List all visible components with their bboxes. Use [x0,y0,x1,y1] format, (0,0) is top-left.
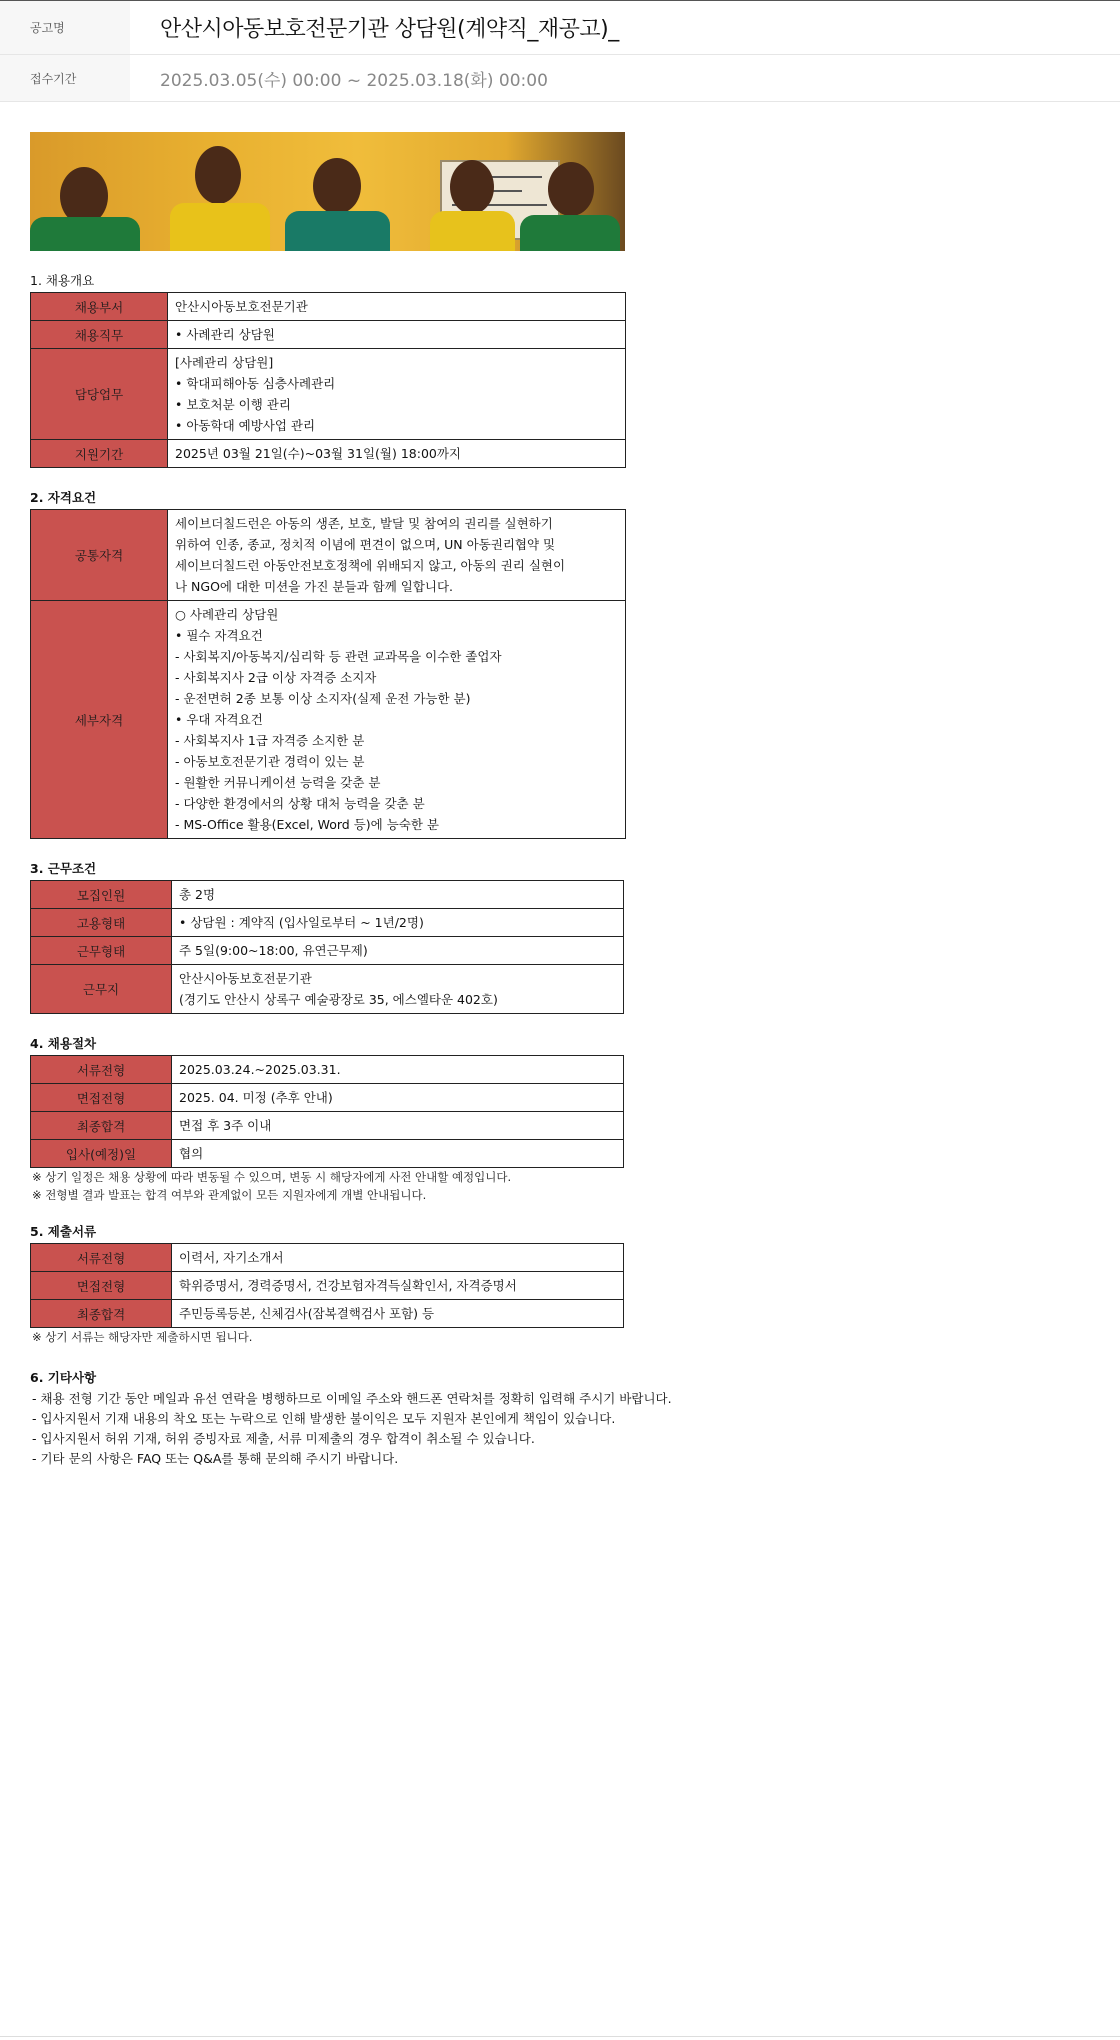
table-row [31,510,626,601]
row-value: ○ 사례관리 상담원 [175,607,279,622]
row-value: 총 2명 [179,887,216,902]
banner-image [30,132,625,251]
row-value: [사례관리 상담원] [175,355,274,370]
row-label: 지원기간 [31,440,168,468]
row-value: 이력서, 자기소개서 [179,1250,284,1265]
bottom-divider [0,2036,1120,2037]
row-value: 주 5일(9:00~18:00, 유연근무제) [179,943,368,958]
row-value: 위하여 인종, 종교, 정치적 이념에 편견이 없으며, UN 아동권리협약 및 [175,537,556,552]
section-4-title: 4. 채용절차 [30,1036,97,1051]
table-row [31,321,626,349]
section-6-title: 6. 기타사항 [30,1370,97,1385]
row-value: - 사회복지사 2급 이상 자격증 소지자 [175,670,377,685]
etc-line: - 기타 문의 사항은 FAQ 또는 Q&A를 통해 문의해 주시기 바랍니다. [32,1451,399,1466]
schedule-note: ※ 상기 일정은 채용 상황에 따라 변동될 수 있으며, 변동 시 해당자에게 사전 안내할 예정입니다. [32,1170,512,1184]
table-row [31,293,626,321]
row-label: 채용직무 [31,321,168,349]
row-value: 세이브더칠드런은 아동의 생존, 보호, 발달 및 참여의 권리를 실현하기 [175,516,553,531]
row-label: 면접전형 [31,1272,172,1300]
row-label: 서류전형 [31,1244,172,1272]
table-row [31,1300,624,1328]
row-value: - 사회복지/아동복지/심리학 등 관련 교과목을 이수한 졸업자 [175,649,502,664]
row-label: 담당업무 [31,349,168,440]
row-value: • 학대피해아동 심층사례관리 [175,376,336,391]
table-row [31,1244,624,1272]
row-label: 서류전형 [31,1056,172,1084]
table-row [31,349,626,440]
row-value: 학위증명서, 경력증명서, 건강보험자격득실확인서, 자격증명서 [179,1278,517,1293]
row-label: 입사(예정)일 [31,1140,172,1168]
row-value: • 사례관리 상담원 [175,327,275,342]
row-value: (경기도 안산시 상록구 예술광장로 35, 에스엘타운 402호) [179,992,498,1007]
row-label: 채용부서 [31,293,168,321]
section-4-table [30,1055,624,1168]
table-row [31,1084,624,1112]
row-label: 최종합격 [31,1112,172,1140]
row-value: 면접 후 3주 이내 [179,1118,272,1133]
row-value: - 아동보호전문기관 경력이 있는 분 [175,754,365,769]
row-value: 2025.03.24.~2025.03.31. [179,1062,341,1077]
section-2-title: 2. 자격요건 [30,490,97,505]
etc-line: - 입사지원서 기재 내용의 착오 또는 누락으로 인해 발생한 불이익은 모두 지원자 본인에게 책임이 있습니다. [32,1411,616,1426]
table-row [31,1272,624,1300]
row-label: 고용형태 [31,909,172,937]
result-note: ※ 전형별 결과 발표는 합격 여부와 관계없이 모든 지원자에게 개별 안내됩니다. [32,1188,427,1202]
row-value: 안산시아동보호전문기관 [179,971,312,986]
row-value: 협의 [179,1146,204,1161]
row-value: 2025년 03월 21일(수)~03월 31일(월) 18:00까지 [175,446,462,461]
row-value: - 사회복지사 1급 자격증 소지한 분 [175,733,365,748]
section-5-title: 5. 제출서류 [30,1224,97,1239]
row-value: - 운전면허 2종 보통 이상 소지자(실제 운전 가능한 분) [175,691,471,706]
row-label: 면접전형 [31,1084,172,1112]
application-period: 2025.03.05(수) 00:00 ~ 2025.03.18(화) 00:00 [160,70,548,91]
row-value: 세이브더칠드런 아동안전보호정책에 위배되지 않고, 아동의 권리 실현이 [175,558,566,573]
table-row [31,909,624,937]
row-label: 공통자격 [31,510,168,601]
title-row [0,1,1120,55]
row-label: 세부자격 [31,601,168,839]
table-row [31,881,624,909]
row-value: 나 NGO에 대한 미션을 가진 분들과 함께 일합니다. [175,579,454,594]
table-row [31,965,624,1014]
row-value: • 상담원 : 계약직 (입사일로부터 ~ 1년/2명) [179,915,424,930]
row-value: 2025. 04. 미정 (추후 안내) [179,1090,333,1105]
section-5-table [30,1243,624,1328]
row-label: 모집인원 [31,881,172,909]
table-row [31,601,626,839]
table-row [31,1056,624,1084]
row-value: - 다양한 환경에서의 상황 대처 능력을 갖춘 분 [175,796,425,811]
period-row [0,55,1120,102]
etc-line: - 채용 전형 기간 동안 메일과 유선 연락을 병행하므로 이메일 주소와 핸드폰 연락처를 정확히 입력해 주시기 바랍니다. [32,1391,672,1406]
row-value: • 보호처분 이행 관리 [175,397,291,412]
row-value: 안산시아동보호전문기관 [175,299,308,314]
table-row [31,440,626,468]
row-value: • 아동학대 예방사업 관리 [175,418,316,433]
section-3-table [30,880,624,1014]
documents-note: ※ 상기 서류는 해당자만 제출하시면 됩니다. [32,1330,253,1344]
row-value: 주민등록등본, 신체검사(잠복결핵검사 포함) 등 [179,1306,435,1321]
row-label: 근무지 [31,965,172,1014]
period-label: 접수기간 [0,55,130,101]
section-1-table [30,292,626,468]
title-label: 공고명 [0,1,130,54]
section-1-title: 1. 채용개요 [30,273,95,288]
row-value: • 필수 자격요건 [175,628,263,643]
row-label: 근무형태 [31,937,172,965]
table-row [31,1140,624,1168]
posting-body [30,132,1090,1469]
etc-line: - 입사지원서 허위 기재, 허위 증빙자료 제출, 서류 미제출의 경우 합격이 취소될 수 있습니다. [32,1431,535,1446]
table-row [31,1112,624,1140]
posting-title: 안산시아동보호전문기관 상담원(계약직_재공고)_ [160,17,619,42]
row-value: - 원활한 커뮤니케이션 능력을 갖춘 분 [175,775,381,790]
table-row [31,937,624,965]
row-label: 최종합격 [31,1300,172,1328]
section-2-table [30,509,626,839]
row-value: - MS-Office 활용(Excel, Word 등)에 능숙한 분 [175,817,439,832]
row-value: • 우대 자격요건 [175,712,263,727]
section-3-title: 3. 근무조건 [30,861,97,876]
